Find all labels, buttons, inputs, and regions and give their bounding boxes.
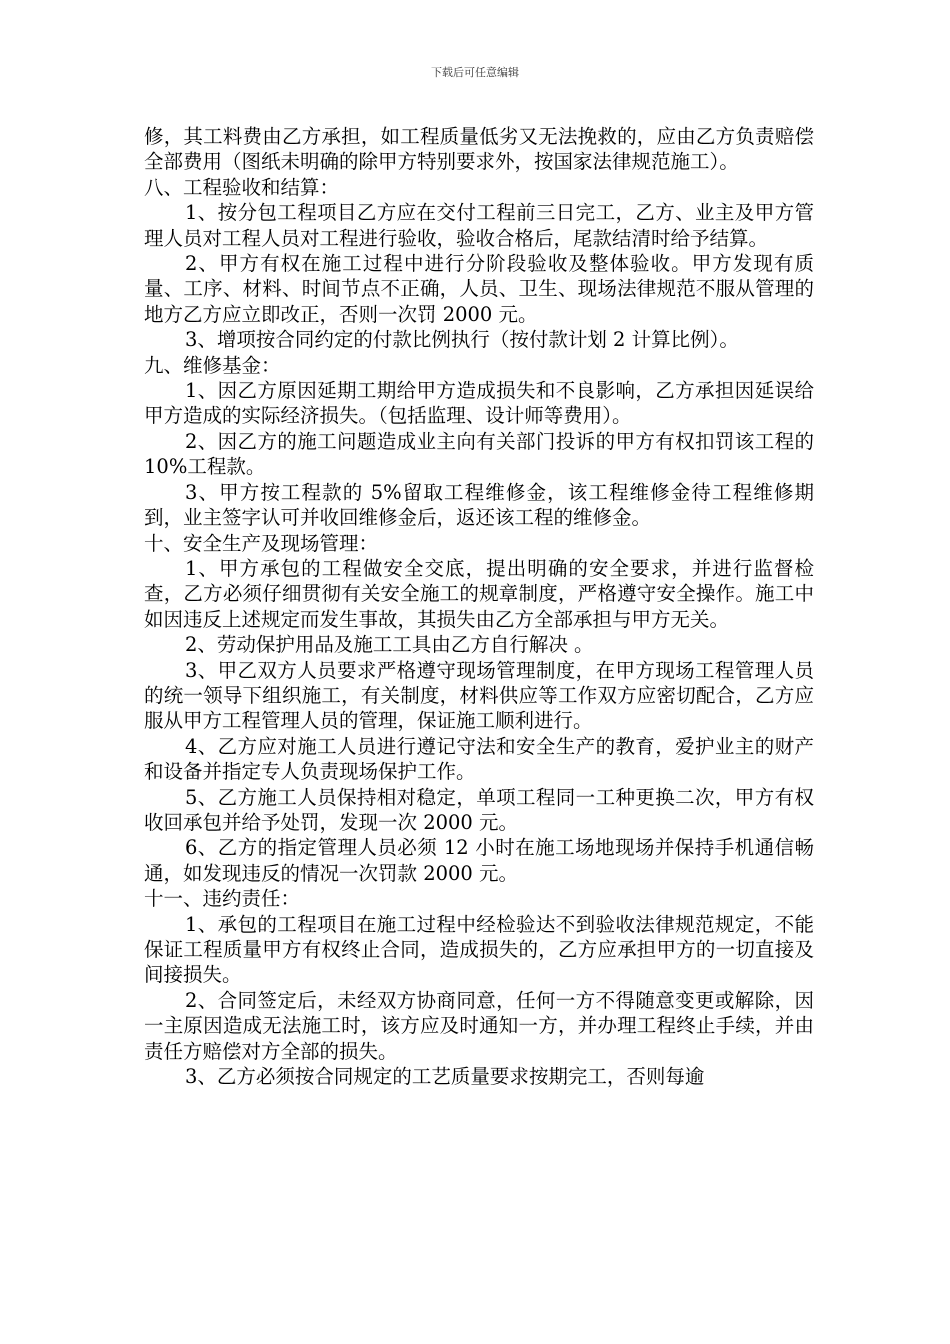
paragraph-10-2: 2、劳动保护用品及施工工具由乙方自行解决 。: [184, 633, 594, 657]
paragraph-9-1: 1、因乙方原因延期工期给甲方造成损失和不良影响，乙方承担因延误给甲方造成的实际经济损失。（包括监理、设计师等费用）。: [144, 379, 814, 428]
paragraph-10-1: 1、甲方承包的工程做安全交底，提出明确的安全要求，并进行监督检查，乙方必须仔细贯彻有关安全施工的规章制度，严格遵守安全操作。施工中如因违反上述规定而发生事故，其损失由乙方全部承担与甲方无关。: [144, 556, 814, 631]
paragraph-8-2: 2、甲方有权在施工过程中进行分阶段验收及整体验收。甲方发现有质量、工序、材料、时间节点不正确，人员、卫生、现场法律规范不服从管理的地方乙方应立即改正，否则一次罚 2000 元。: [144, 252, 814, 326]
document-body: [144, 124, 814, 1089]
section-heading-11: 十一、违约责任：: [144, 887, 301, 911]
paragraph-11-3: 3、乙方必须按合同规定的工艺质量要求按期完工，否则每逾: [184, 1065, 705, 1089]
section-heading-8: 八、工程验收和结算：: [144, 175, 340, 199]
paragraph-11-2: 2、合同签定后，未经双方协商同意，任何一方不得随意变更或解除，因一主原因造成无法施工时，该方应及时通知一方，并办理工程终止手续，并由责任方赔偿对方全部的损失。: [144, 988, 814, 1063]
section-heading-9: 九、维修基金：: [144, 353, 281, 377]
paragraph-8-1: 1、按分包工程项目乙方应在交付工程前三日完工，乙方、业主及甲方管理人员对工程人员对工程进行验收，验收合格后，尾款结清时给予结算。: [144, 201, 814, 250]
paragraph-8-3: 3、增项按合同约定的付款比例执行（按付款计划 2 计算比例）。: [184, 328, 739, 352]
paragraph-0: 修，其工料费由乙方承担，如工程质量低劣又无法挽救的，应由乙方负责赔偿全部费用（图纸未明确的除甲方特别要求外，按国家法律规范施工）。: [144, 125, 814, 174]
paragraph-9-3: 3、甲方按工程款的 5%留取工程维修金，该工程维修金待工程维修期到，业主签字认可并收回维修金后，返还该工程的维修金。: [144, 480, 814, 530]
paragraph-10-6: 6、乙方的指定管理人员必须 12 小时在施工场地现场并保持手机通信畅通，如发现违反的情况一次罚款 2000 元。: [144, 836, 814, 885]
paragraph-11-1: 1、承包的工程项目在施工过程中经检验达不到验收法律规范规定，不能保证工程质量甲方有权终止合同，造成损失的，乙方应承担甲方的一切直接及间接损失。: [144, 912, 814, 987]
paragraph-10-4: 4、乙方应对施工人员进行遵记守法和安全生产的教育，爱护业主的财产和设备并指定专人负责现场保护工作。: [144, 734, 814, 784]
page-header: 下载后可任意编辑: [431, 66, 519, 79]
paragraph-9-2: 2、因乙方的施工问题造成业主向有关部门投诉的甲方有权扣罚该工程的 10%工程款。: [144, 429, 814, 479]
section-heading-10: 十、安全生产及现场管理：: [144, 531, 379, 555]
paragraph-10-3: 3、甲乙双方人员要求严格遵守现场管理制度，在甲方现场工程管理人员的统一领导下组织施工，有关制度，材料供应等工作双方应密切配合，乙方应服从甲方工程管理人员的管理，保证施工顺利进行。: [144, 658, 814, 733]
paragraph-10-5: 5、乙方施工人员保持相对稳定，单项工程同一工种更换二次，甲方有权收回承包并给予处罚，发现一次 2000 元。: [144, 785, 814, 834]
